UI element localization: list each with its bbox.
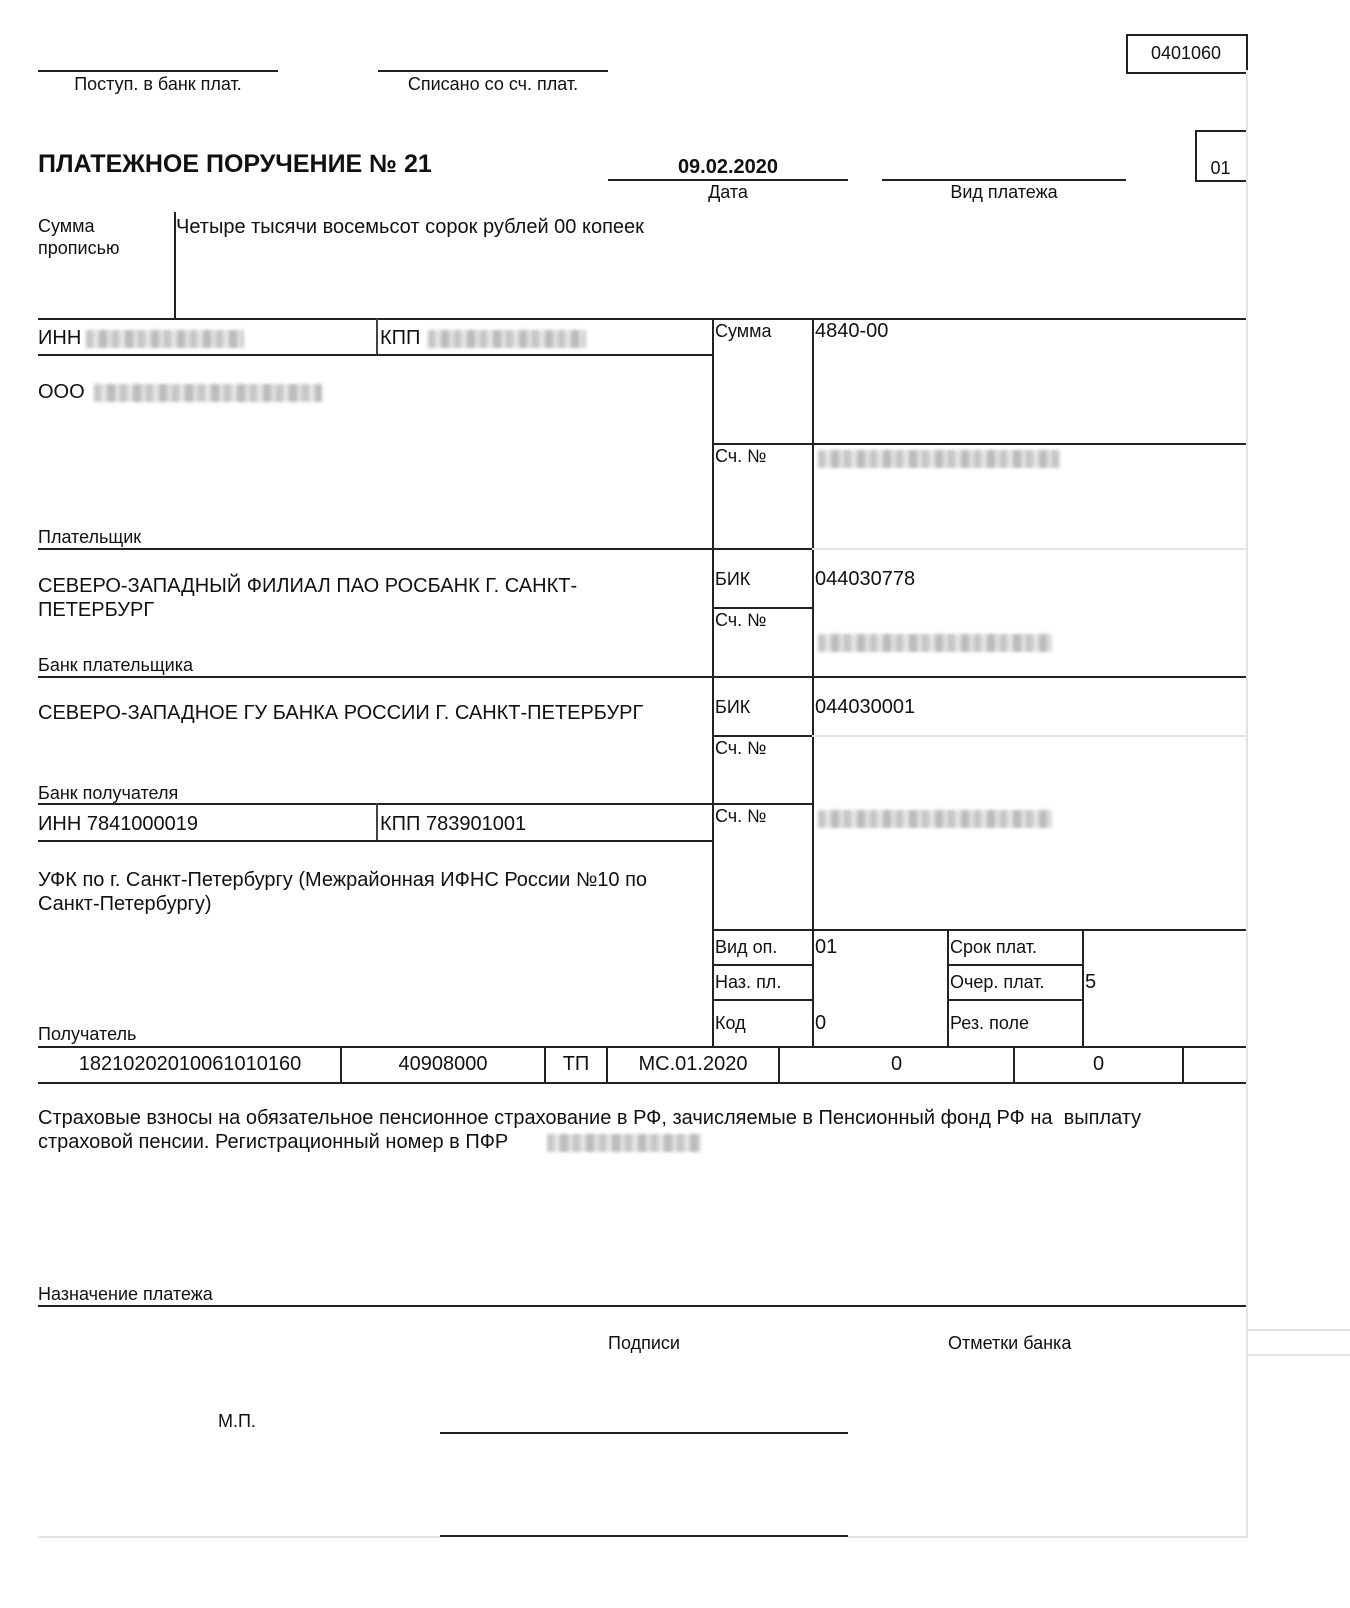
grid-line (1182, 1046, 1184, 1082)
naz-pl-label: Наз. пл. (715, 972, 782, 992)
vid-op-label: Вид оп. (715, 937, 778, 957)
amount-words-label-1: Сумма (38, 216, 95, 236)
payer-bank-label: Банк плательщика (38, 655, 193, 675)
amount-words-label-2: прописью (38, 238, 120, 258)
grid-line (38, 676, 1246, 678)
signatures-label: Подписи (608, 1333, 680, 1353)
grid-line (712, 929, 1246, 931)
grid-line (812, 735, 1246, 737)
edge-mark (1246, 1354, 1350, 1356)
redacted-payer-name (94, 384, 322, 402)
tax-field-oktmo: 40908000 (398, 1053, 488, 1075)
purpose-label: Назначение платежа (38, 1284, 213, 1304)
redacted-payer-account (818, 450, 1060, 468)
tax-field-doc-number: 0 (890, 1053, 903, 1075)
tax-field-doc-date: 0 (1092, 1053, 1105, 1075)
bottom-edge (38, 1536, 440, 1538)
grid-line (712, 999, 812, 1001)
grid-line (712, 735, 812, 737)
payer-bank-name: СЕВЕРО-ЗАПАДНЫЙ ФИЛИАЛ ПАО РОСБАНК Г. САНКТ-ПЕТЕРБУРГ (38, 575, 578, 621)
kod-value: 0 (815, 1012, 827, 1034)
signature-line-2 (440, 1535, 848, 1537)
payer-bank-bik: 044030778 (815, 568, 916, 590)
payer-account-label: Сч. № (715, 446, 767, 466)
redacted-payee-account (818, 810, 1052, 828)
grid-line (38, 354, 712, 356)
grid-line (38, 1046, 1246, 1048)
status-code: 01 (1210, 158, 1231, 178)
grid-line (38, 840, 712, 842)
tax-field-period: МС.01.2020 (638, 1053, 748, 1075)
redacted-payer-kpp (428, 330, 586, 348)
ocher-value: 5 (1085, 971, 1097, 993)
payee-bank-bik-label: БИК (715, 697, 751, 717)
grid-line (38, 318, 1246, 320)
payee-bank-label: Банк получателя (38, 783, 179, 803)
payee-kpp: КПП 783901001 (380, 813, 527, 835)
debited-line (378, 70, 608, 72)
grid-line (712, 443, 1246, 445)
grid-line (38, 1082, 1246, 1084)
grid-line (812, 548, 1246, 550)
payee-bank-name: СЕВЕРО-ЗАПАДНОЕ ГУ БАНКА РОССИИ Г. САНКТ-ПЕТЕРБУРГ (38, 702, 644, 724)
payer-kpp-label: КПП (380, 327, 421, 349)
grid-line (947, 929, 949, 1046)
amount-words-value: Четыре тысячи восемьсот сорок рублей 00 копеек (176, 216, 644, 238)
kod-label: Код (715, 1013, 746, 1033)
amount-value: 4840-00 (815, 320, 889, 342)
form-code: 0401060 (1150, 43, 1222, 63)
grid-line (712, 964, 812, 966)
redacted-payer-inn (86, 330, 244, 348)
grid-line (947, 964, 1082, 966)
ocher-label: Очер. плат. (950, 972, 1045, 992)
payment-type-line (882, 179, 1126, 181)
grid-line (376, 803, 378, 840)
grid-line (947, 999, 1082, 1001)
payee-name: УФК по г. Санкт-Петербургу (Межрайонная ИФНС России №10 по Санкт-Петербургу) (38, 869, 648, 915)
grid-line (712, 318, 714, 1046)
signature-line-1 (440, 1432, 848, 1434)
payer-bank-account-label: Сч. № (715, 610, 767, 630)
page-right-edge (1246, 70, 1248, 1538)
payer-bank-bik-label: БИК (715, 569, 751, 589)
tax-field-basis: ТП (562, 1053, 590, 1075)
received-line (38, 70, 278, 72)
date-label: Дата (708, 182, 748, 202)
payer-label: Плательщик (38, 527, 142, 547)
payment-type-label: Вид платежа (950, 182, 1058, 202)
payer-name-prefix: ООО (38, 381, 85, 403)
purpose-text-line-2: страховой пенсии. Регистрационный номер в ПФР (38, 1131, 509, 1153)
srok-label: Срок плат. (950, 937, 1038, 957)
grid-line (38, 1305, 1246, 1307)
grid-line (38, 548, 812, 550)
redacted-payer-bank-account (818, 634, 1052, 652)
debited-label: Списано со сч. плат. (407, 74, 579, 94)
bottom-edge (848, 1536, 1246, 1538)
received-label: Поступ. в банк плат. (74, 74, 242, 94)
payee-label: Получатель (38, 1024, 137, 1044)
payer-inn-label: ИНН (38, 327, 82, 349)
payee-account-label: Сч. № (715, 806, 767, 826)
redacted-pfr-number (547, 1134, 701, 1152)
edge-mark (1246, 1329, 1350, 1331)
payee-bank-account-label: Сч. № (715, 738, 767, 758)
payee-bank-bik: 044030001 (815, 696, 916, 718)
grid-line (812, 318, 814, 1046)
date-value: 09.02.2020 (677, 156, 779, 178)
date-line (608, 179, 848, 181)
purpose-text-line-1: Страховые взносы на обязательное пенсионное страхование в РФ, зачисляемые в Пенсионный фонд РФ на выплату (38, 1107, 1142, 1129)
payee-inn: ИНН 7841000019 (38, 813, 199, 835)
grid-line (376, 318, 378, 354)
stamp-label: М.П. (218, 1411, 256, 1431)
amount-label: Сумма (715, 321, 772, 341)
vid-op-value: 01 (815, 936, 838, 958)
grid-line (1082, 929, 1084, 1046)
rez-label: Рез. поле (950, 1013, 1029, 1033)
tax-field-kbk: 18210202010061010160 (78, 1053, 302, 1075)
grid-line (712, 607, 812, 609)
bank-marks-label: Отметки банка (948, 1333, 1072, 1353)
document-title: ПЛАТЕЖНОЕ ПОРУЧЕНИЕ № 21 (38, 150, 432, 178)
